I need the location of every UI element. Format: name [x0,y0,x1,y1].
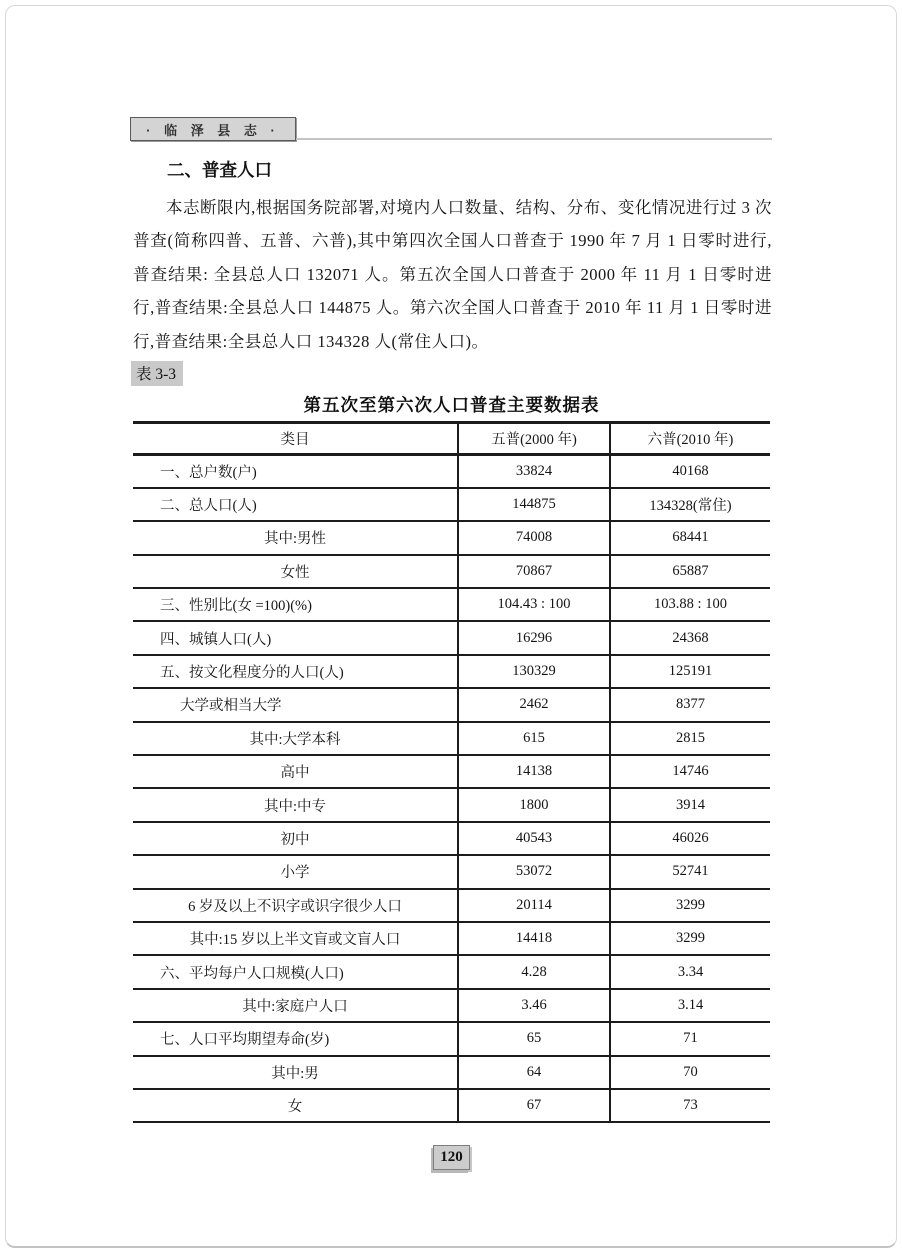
row-census6-value: 40168 [610,455,770,488]
table-row [133,655,770,688]
row-census6-value: 2815 [610,722,770,755]
row-census6-value: 65887 [610,555,770,588]
row-census5-value: 67 [458,1089,610,1122]
row-category: 二、总人口(人) [133,488,458,521]
body-paragraph: 本志断限内,根据国务院部署,对境内人口数量、结构、分布、变化情况进行过 3 次普查(简称四普、五普、六普),其中第四次全国人口普查于 1990 年 7 月 1 日零时进行,普查结果: 全县总人口 132071 人。第五次全国人口普查于 2000 年 11 月 1 日零时进行,普查结果:全县总人口 144875 人。第六次全国人口普查于 2010 年 11 月 1 日零时进行,普查结果:全县总人口 134328 人(常住人口)。 [133,198,772,351]
table-row [133,621,770,654]
table-row [133,688,770,721]
row-census6-value: 3.14 [610,989,770,1022]
row-category: 女 [133,1089,458,1122]
row-census5-value: 14418 [458,922,610,955]
table-row [133,755,770,788]
row-category: 女性 [133,555,458,588]
row-category: 高中 [133,755,458,788]
row-census6-value: 3299 [610,922,770,955]
table-row [133,722,770,755]
row-census6-value: 134328(常住) [610,488,770,521]
row-category: 其中:15 岁以上半文盲或文盲人口 [133,922,458,955]
table-row [133,889,770,922]
census-data-table [133,421,770,1123]
row-census6-value: 68441 [610,521,770,554]
row-category: 四、城镇人口(人) [133,621,458,654]
row-census5-value: 2462 [458,688,610,721]
column-header-category: 类目 [133,423,458,455]
row-census6-value: 3914 [610,788,770,821]
row-census5-value: 65 [458,1022,610,1055]
row-category: 一、总户数(户) [133,455,458,488]
table-row [133,488,770,521]
row-census6-value: 3299 [610,889,770,922]
row-census5-value: 40543 [458,822,610,855]
column-header-census6: 六普(2010 年) [610,423,770,455]
row-category: 初中 [133,822,458,855]
row-census5-value: 20114 [458,889,610,922]
row-census6-value: 125191 [610,655,770,688]
table-row [133,788,770,821]
row-census6-value: 24368 [610,621,770,654]
running-head-title: · 临 泽 县 志 · [146,122,280,138]
row-census6-value: 8377 [610,688,770,721]
row-census5-value: 53072 [458,855,610,888]
row-census6-value: 52741 [610,855,770,888]
row-census5-value: 4.28 [458,955,610,988]
table-row [133,521,770,554]
row-census6-value: 73 [610,1089,770,1122]
table-row [133,1056,770,1089]
row-census5-value: 16296 [458,621,610,654]
running-head-box [130,117,296,141]
row-census5-value: 130329 [458,655,610,688]
table-row [133,922,770,955]
row-census6-value: 46026 [610,822,770,855]
row-census5-value: 64 [458,1056,610,1089]
column-header-census5: 五普(2000 年) [458,423,610,455]
table-row [133,1022,770,1055]
row-category: 其中:男 [133,1056,458,1089]
row-census5-value: 33824 [458,455,610,488]
row-category: 五、按文化程度分的人口(人) [133,655,458,688]
table-row [133,455,770,488]
row-category: 小学 [133,855,458,888]
table-body [133,455,770,1123]
row-category: 其中:中专 [133,788,458,821]
table-row [133,822,770,855]
row-census5-value: 74008 [458,521,610,554]
page-number: 120 [440,1149,463,1165]
row-census5-value: 615 [458,722,610,755]
section-heading: 二、普查人口 [167,160,272,180]
row-category: 三、性别比(女 =100)(%) [133,588,458,621]
row-census5-value: 1800 [458,788,610,821]
row-category: 其中:男性 [133,521,458,554]
row-category: 其中:家庭户人口 [133,989,458,1022]
page-number-box [433,1145,470,1170]
row-census5-value: 14138 [458,755,610,788]
table-row [133,989,770,1022]
running-head-rule [296,138,772,140]
row-census6-value: 71 [610,1022,770,1055]
row-census6-value: 103.88 : 100 [610,588,770,621]
table-row [133,855,770,888]
row-census5-value: 70867 [458,555,610,588]
table-row [133,955,770,988]
row-census5-value: 104.43 : 100 [458,588,610,621]
row-category: 其中:大学本科 [133,722,458,755]
table-row [133,1089,770,1122]
row-census5-value: 3.46 [458,989,610,1022]
row-category: 七、人口平均期望寿命(岁) [133,1022,458,1055]
table-row [133,588,770,621]
row-census6-value: 3.34 [610,955,770,988]
row-census5-value: 144875 [458,488,610,521]
row-category: 大学或相当大学 [133,688,458,721]
row-category: 六、平均每户人口规模(人口) [133,955,458,988]
table-row [133,555,770,588]
table-header-row [133,423,770,455]
row-census6-value: 14746 [610,755,770,788]
row-census6-value: 70 [610,1056,770,1089]
table-label: 表 3-3 [131,361,183,386]
row-category: 6 岁及以上不识字或识字很少人口 [133,889,458,922]
table-title: 第五次至第六次人口普查主要数据表 [303,395,600,415]
